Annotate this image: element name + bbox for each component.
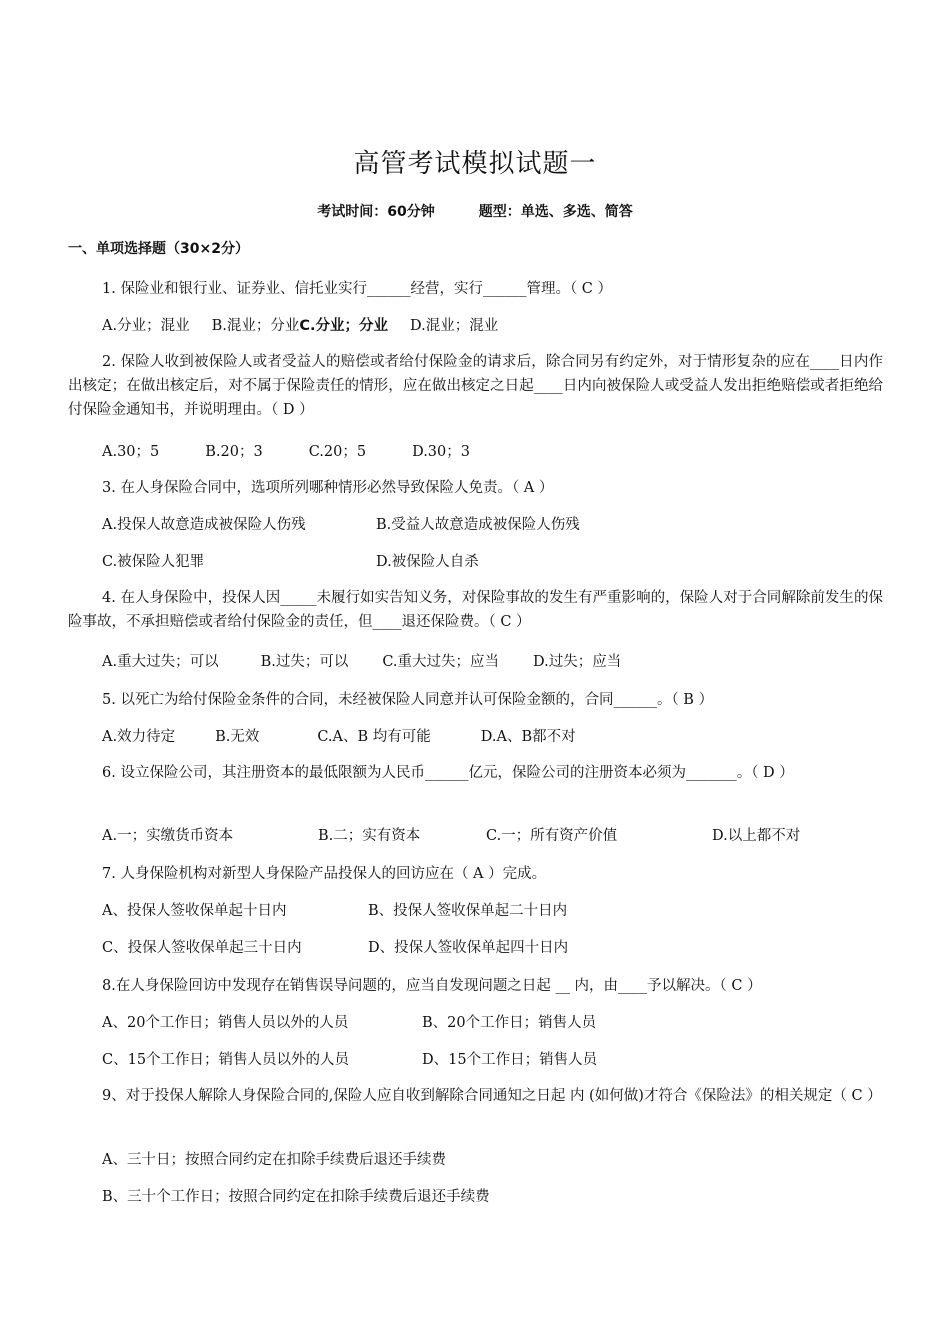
option-b: B.受益人故意造成被保险人伤残	[376, 517, 580, 533]
option-b: B.20；3	[205, 444, 263, 460]
option-a: A.效力待定	[102, 729, 176, 745]
question-5-options	[102, 725, 576, 746]
question-8-options-cd	[102, 1048, 597, 1069]
question-7-stem: 7. 人身保险机构对新型人身保险产品投保人的回访应在（ A ）完成。	[102, 866, 547, 882]
option-b: B.无效	[215, 729, 260, 745]
question-1-stem: 1. 保险业和银行业、证券业、信托业实行______经营，实行______管理。（ C ）	[102, 281, 613, 297]
option-d: D.混业；混业	[410, 318, 499, 334]
option-a: A.分业；混业	[102, 318, 190, 334]
option-b: B、投保人签收保单起二十日内	[368, 903, 568, 919]
question-9-option-a: A、三十日；按照合同约定在扣除手续费后退还手续费	[102, 1152, 446, 1168]
question-4-stem: 4. 在人身保险中，投保人因_____未履行如实告知义务，对保险事故的发生有严重影响的，保险人对于合同解除前发生的保险事故，不承担赔偿或者给付保险金的责任，但____退还保险费。（ C ）	[68, 590, 883, 630]
question-2-options	[102, 440, 470, 461]
question-3-options-cd	[102, 550, 479, 571]
option-c: C.20；5	[308, 444, 367, 460]
option-a: A、投保人签收保单起十日内	[102, 903, 287, 919]
option-b: B.混业；分业	[211, 318, 300, 334]
question-8-stem: 8.在人身保险回访中发现存在销售误导问题的，应当自发现问题之日起 __ 内，由____予以解决。（ C ）	[102, 978, 762, 994]
option-c: C.重大过失；应当	[382, 654, 500, 670]
page-title: 高管考试模拟试题一	[353, 149, 597, 179]
option-d: D.以上都不对	[712, 828, 801, 844]
option-a: A.投保人故意造成被保险人伤残	[102, 517, 306, 533]
question-6-options	[102, 824, 800, 845]
question-3-stem: 3. 在人身保险合同中，选项所列哪种情形必然导致保险人免责。（ A ）	[102, 480, 554, 496]
question-4-options	[102, 650, 621, 671]
option-b: B.过失；可以	[260, 654, 349, 670]
question-7-options-cd	[102, 936, 568, 957]
option-d: D.A、B都不对	[480, 729, 576, 745]
question-9-stem: 9、对于投保人解除人身保险合同的,保险人应自收到解除合同通知之日起 内 (如何做)才符合《保险法》的相关规定（ C ）	[102, 1088, 882, 1104]
option-d: D.30；3	[412, 444, 470, 460]
question-6-stem: 6. 设立保险公司，其注册资本的最低限额为人民币______亿元，保险公司的注册资本必须为_______。（ D ）	[102, 765, 794, 781]
section-heading: 一、单项选择题（30×2分）	[68, 241, 249, 257]
option-c: C.A、B 均有可能	[317, 729, 431, 745]
option-b: B.二；实有资本	[318, 828, 421, 844]
question-7-options-ab	[102, 899, 567, 920]
option-a: A.一；实缴货币资本	[102, 828, 234, 844]
option-d: D、15个工作日；销售人员	[422, 1052, 598, 1068]
exam-types: 题型：单选、多选、简答	[478, 204, 633, 220]
question-9-option-b: B、三十个工作日；按照合同约定在扣除手续费后退还手续费	[102, 1189, 490, 1205]
option-a: A.30；5	[102, 444, 160, 460]
option-d: D、投保人签收保单起四十日内	[368, 940, 569, 956]
option-d: D.过失；应当	[533, 654, 622, 670]
option-c: C、投保人签收保单起三十日内	[102, 940, 302, 956]
option-c: C.一；所有资产价值	[486, 828, 618, 844]
exam-time: 考试时间：60分钟	[317, 204, 435, 220]
option-c: C.被保险人犯罪	[102, 554, 205, 570]
option-b: B、20个工作日；销售人员	[422, 1015, 597, 1031]
question-1-options	[102, 314, 498, 335]
question-2-stem: 2. 保险人收到被保险人或者受益人的赔偿或者给付保险金的请求后，除合同另有约定外，对于情形复杂的应在____日内作出核定；在做出核定后，对不属于保险责任的情形，应在做出核定之日起____日内向被保险人或受益人发出拒绝赔偿或者拒绝给付保险金通知书，并说明理由。（ D ）	[68, 354, 883, 418]
question-3-options-ab	[102, 513, 580, 534]
option-c: C.分业；分业	[299, 318, 389, 334]
question-8-options-ab	[102, 1011, 596, 1032]
option-d: D.被保险人自杀	[376, 554, 479, 570]
option-a: A.重大过失；可以	[102, 654, 219, 670]
question-5-stem: 5. 以死亡为给付保险金条件的合同，未经被保险人同意并认可保险金额的，合同______。（ B ）	[102, 692, 714, 708]
option-c: C、15个工作日；销售人员以外的人员	[102, 1052, 350, 1068]
option-a: A、20个工作日；销售人员以外的人员	[102, 1015, 349, 1031]
exam-meta	[0, 201, 950, 221]
